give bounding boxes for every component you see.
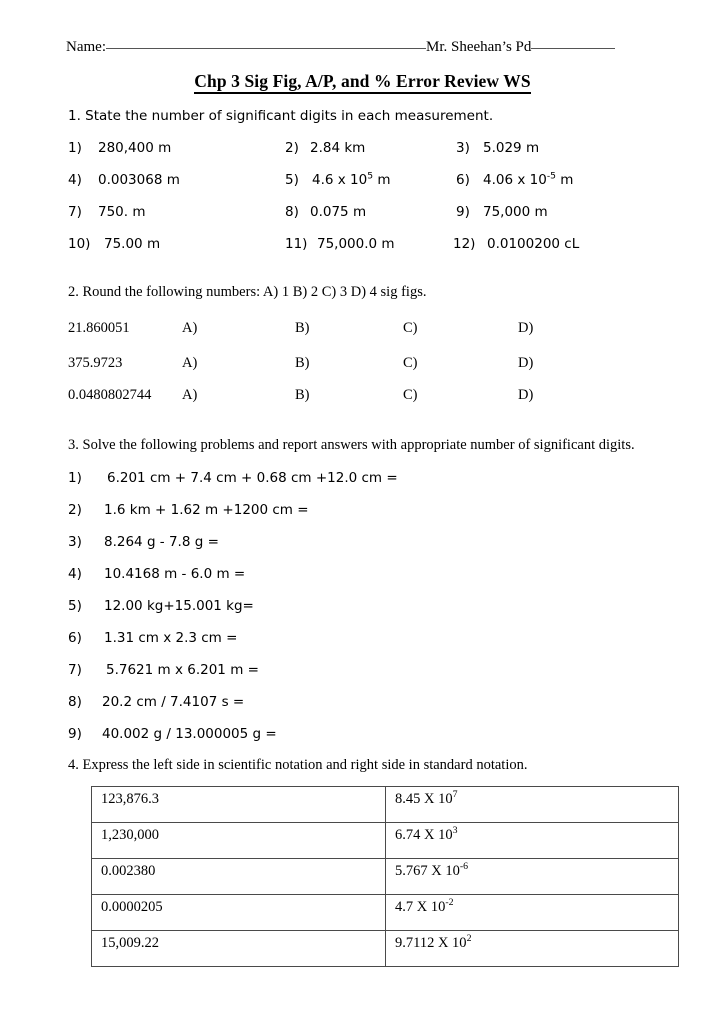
q3-item-1-value: 6.201 cm + 7.4 cm + 0.68 cm +12.0 cm = bbox=[107, 470, 398, 486]
q1-item-1-number: 1) bbox=[68, 140, 82, 156]
q1-item-3 bbox=[456, 140, 539, 156]
q3-item-2-value: 1.6 km + 1.62 m +1200 cm = bbox=[104, 502, 309, 518]
q3-item-4 bbox=[68, 566, 245, 582]
table-row bbox=[92, 895, 679, 931]
table-cell-standard-5[interactable]: 15,009.22 bbox=[92, 931, 386, 967]
q1-item-12 bbox=[453, 236, 579, 252]
q2-row-2-option-d[interactable]: D) bbox=[518, 355, 534, 371]
question-4-heading: 4. Express the left side in scientific notation and right side in standard notation. bbox=[68, 757, 528, 773]
q1-item-7 bbox=[68, 204, 146, 220]
q2-row-3-option-d[interactable]: D) bbox=[518, 387, 534, 403]
q1-item-8-value: 0.075 m bbox=[310, 204, 367, 220]
q3-item-6-number: 6) bbox=[68, 630, 82, 646]
q2-row-2-value: 375.9723 bbox=[68, 355, 123, 371]
q3-item-3-number: 3) bbox=[68, 534, 82, 550]
q1-item-11-value: 75,000.0 m bbox=[317, 236, 395, 252]
q2-row-3-value: 0.0480802744 bbox=[68, 387, 152, 403]
table-cell-standard-1[interactable]: 123,876.3 bbox=[92, 787, 386, 823]
scientific-notation-table bbox=[91, 786, 679, 967]
q3-item-3-value: 8.264 g - 7.8 g = bbox=[104, 534, 219, 550]
table-cell-scientific-2[interactable] bbox=[386, 823, 679, 859]
q1-item-6-unit: m bbox=[555, 172, 574, 188]
q3-item-7 bbox=[68, 662, 259, 678]
table-cell-scientific-2-exponent: 3 bbox=[452, 825, 458, 837]
q3-item-1 bbox=[68, 470, 398, 486]
teacher-period-label: Mr. Sheehan’s Pd bbox=[425, 39, 532, 55]
q2-row-1-option-d[interactable]: D) bbox=[518, 320, 534, 336]
q1-item-10-number: 10) bbox=[68, 236, 91, 252]
table-row bbox=[92, 823, 679, 859]
q3-item-5-number: 5) bbox=[68, 598, 82, 614]
q1-item-12-number: 12) bbox=[453, 236, 476, 252]
q1-item-8 bbox=[285, 204, 366, 220]
q3-item-9 bbox=[68, 726, 277, 742]
table-cell-scientific-3[interactable] bbox=[386, 859, 679, 895]
q1-item-1-value: 280,400 m bbox=[98, 140, 172, 156]
table-cell-scientific-5[interactable] bbox=[386, 931, 679, 967]
name-blank-rule bbox=[106, 48, 426, 49]
question-1-heading: 1. State the number of significant digits in each measurement. bbox=[68, 108, 494, 124]
q1-item-1 bbox=[68, 140, 171, 156]
q1-item-8-number: 8) bbox=[285, 204, 299, 220]
q1-item-6-exponent: -5 bbox=[546, 170, 556, 182]
question-2-heading: 2. Round the following numbers: A) 1 B) 2 C) 3 D) 4 sig figs. bbox=[68, 284, 427, 300]
table-cell-scientific-1[interactable] bbox=[386, 787, 679, 823]
q3-item-2 bbox=[68, 502, 309, 518]
q1-item-2 bbox=[285, 140, 365, 156]
page-title bbox=[0, 71, 725, 92]
q1-item-5-exponent: 5 bbox=[367, 170, 374, 182]
q3-item-7-number: 7) bbox=[68, 662, 82, 678]
q3-item-2-number: 2) bbox=[68, 502, 82, 518]
table-cell-standard-4[interactable]: 0.0000205 bbox=[92, 895, 386, 931]
q1-item-7-number: 7) bbox=[68, 204, 82, 220]
table-cell-scientific-3-exponent: -6 bbox=[459, 861, 469, 873]
q3-item-9-number: 9) bbox=[68, 726, 82, 742]
q1-item-3-value: 5.029 m bbox=[483, 140, 540, 156]
q2-row-1-option-b[interactable]: B) bbox=[295, 320, 310, 336]
q1-item-4-number: 4) bbox=[68, 172, 82, 188]
q3-item-6-value: 1.31 cm x 2.3 cm = bbox=[104, 630, 238, 646]
q3-item-1-number: 1) bbox=[68, 470, 82, 486]
table-cell-standard-2[interactable]: 1,230,000 bbox=[92, 823, 386, 859]
q1-item-9-value: 75,000 m bbox=[483, 204, 548, 220]
q2-row-2-option-c[interactable]: C) bbox=[403, 355, 418, 371]
q1-item-5-value: 4.6 x 10 bbox=[312, 172, 368, 188]
name-label: Name: bbox=[66, 39, 106, 55]
q2-row-3-option-a[interactable]: A) bbox=[182, 387, 198, 403]
page-title-text: Chp 3 Sig Fig, A/P, and % Error Review WS bbox=[194, 71, 531, 94]
q1-item-10-value: 75.00 m bbox=[104, 236, 161, 252]
q3-item-8-number: 8) bbox=[68, 694, 82, 710]
q1-item-10 bbox=[68, 236, 160, 252]
q2-row-1-value: 21.860051 bbox=[68, 320, 130, 336]
q1-item-6 bbox=[456, 172, 573, 188]
table-cell-scientific-2-mantissa: 6.74 X 10 bbox=[395, 827, 453, 843]
table-cell-scientific-1-mantissa: 8.45 X 10 bbox=[395, 791, 453, 807]
q2-row-3-option-b[interactable]: B) bbox=[295, 387, 310, 403]
q1-item-4-value: 0.003068 m bbox=[98, 172, 180, 188]
q1-item-4 bbox=[68, 172, 180, 188]
q2-row-3-option-c[interactable]: C) bbox=[403, 387, 418, 403]
q1-item-3-number: 3) bbox=[456, 140, 470, 156]
q1-item-6-value: 4.06 x 10 bbox=[483, 172, 547, 188]
q1-item-5-unit: m bbox=[373, 172, 391, 188]
q1-item-7-value: 750. m bbox=[98, 204, 146, 220]
period-blank-rule bbox=[531, 48, 615, 49]
q3-item-3 bbox=[68, 534, 219, 550]
table-cell-scientific-3-mantissa: 5.767 X 10 bbox=[395, 863, 460, 879]
name-line bbox=[66, 38, 636, 56]
q1-item-11-number: 11) bbox=[285, 236, 308, 252]
q3-item-8 bbox=[68, 694, 244, 710]
q1-item-9-number: 9) bbox=[456, 204, 470, 220]
q3-item-5 bbox=[68, 598, 254, 614]
q2-row-1-option-c[interactable]: C) bbox=[403, 320, 418, 336]
q3-item-9-value: 40.002 g / 13.000005 g = bbox=[102, 726, 277, 742]
q3-item-6 bbox=[68, 630, 237, 646]
q1-item-11 bbox=[285, 236, 395, 252]
q3-item-4-value: 10.4168 m - 6.0 m = bbox=[104, 566, 246, 582]
q3-item-8-value: 20.2 cm / 7.4107 s = bbox=[102, 694, 245, 710]
q2-row-2-option-b[interactable]: B) bbox=[295, 355, 310, 371]
q2-row-2-option-a[interactable]: A) bbox=[182, 355, 198, 371]
q1-item-6-number: 6) bbox=[456, 172, 470, 188]
q1-item-12-value: 0.0100200 cL bbox=[487, 236, 580, 252]
table-cell-scientific-4-exponent: -2 bbox=[445, 897, 454, 909]
q1-item-9 bbox=[456, 204, 548, 220]
question-3-heading: 3. Solve the following problems and report answers with appropriate number of significant digits. bbox=[68, 437, 635, 453]
table-row bbox=[92, 787, 679, 823]
q1-item-2-value: 2.84 km bbox=[310, 140, 366, 156]
q3-item-4-number: 4) bbox=[68, 566, 82, 582]
q2-row-1-option-a[interactable]: A) bbox=[182, 320, 198, 336]
table-cell-scientific-5-exponent: 2 bbox=[466, 933, 472, 945]
table-cell-scientific-4-mantissa: 4.7 X 10 bbox=[395, 899, 446, 915]
table-cell-scientific-5-mantissa: 9.7112 X 10 bbox=[395, 935, 467, 951]
q3-item-5-value: 12.00 kg+15.001 kg= bbox=[104, 598, 254, 614]
table-cell-standard-3[interactable]: 0.002380 bbox=[92, 859, 386, 895]
q3-item-7-value: 5.7621 m x 6.201 m = bbox=[106, 662, 259, 678]
table-cell-scientific-4[interactable] bbox=[386, 895, 679, 931]
q1-item-2-number: 2) bbox=[285, 140, 299, 156]
q1-item-5-number: 5) bbox=[285, 172, 299, 188]
q1-item-5 bbox=[285, 172, 391, 188]
table-row bbox=[92, 931, 679, 967]
table-row bbox=[92, 859, 679, 895]
table-cell-scientific-1-exponent: 7 bbox=[452, 789, 458, 801]
